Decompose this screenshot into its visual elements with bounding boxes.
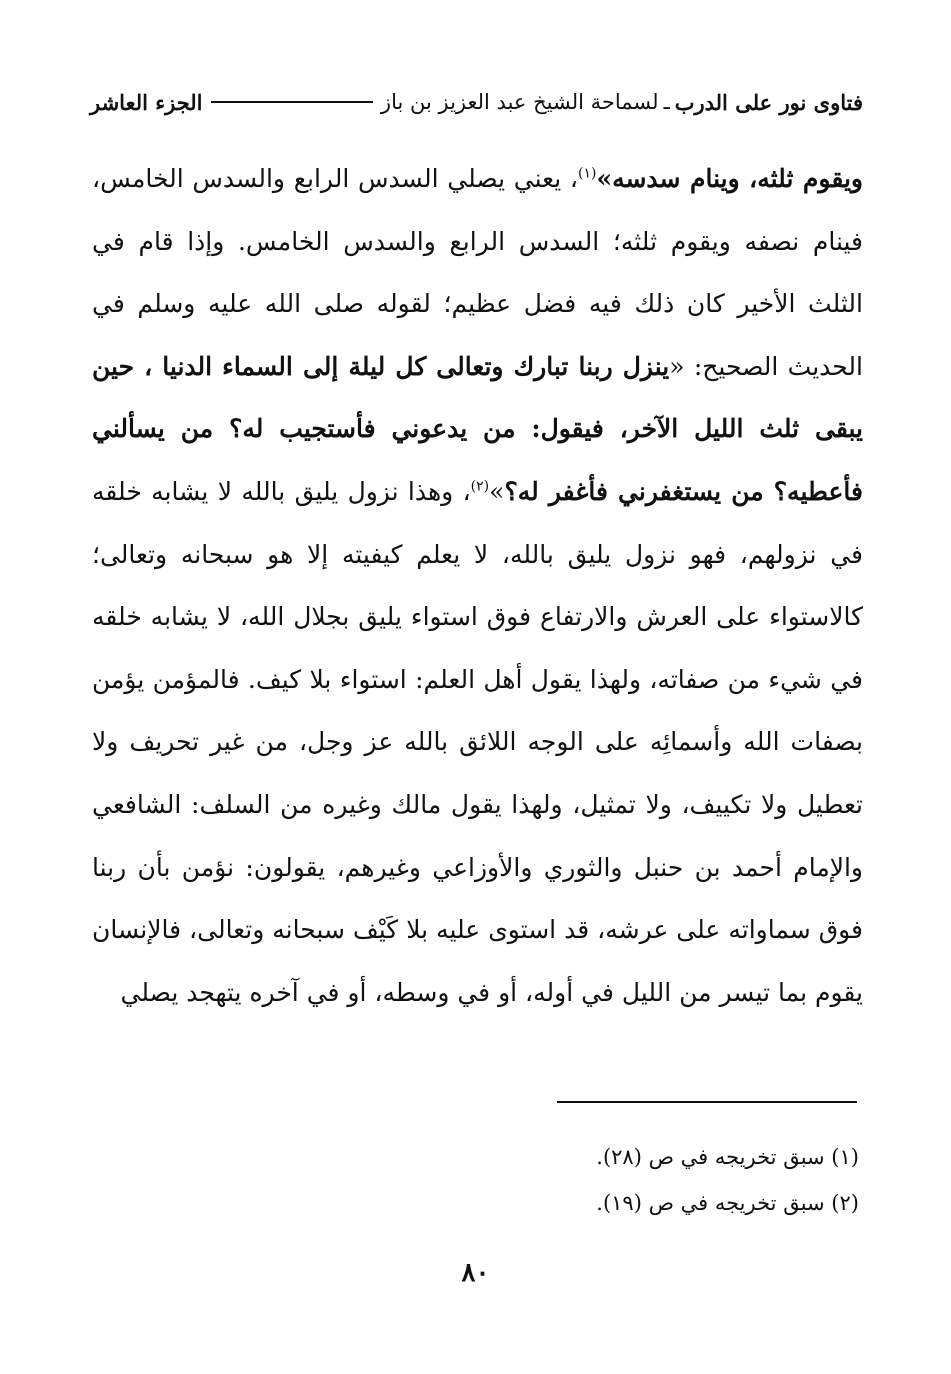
footnotes bbox=[300, 1134, 859, 1226]
commentary-text: ، يعني يصلي السدس الرابع والسدس الخامس، فينام نصفه ويقوم ثلثه؛ السدس الرابع والسدس الخامس. وإذا قام في الثلث الأخير كان ذلك فيه فضل عظيم؛ لقوله صلى الله عليه وسلم في الحديث الصحيح: « bbox=[92, 164, 863, 381]
footnote-separator bbox=[557, 1101, 857, 1103]
hadith-quote: ينزل ربنا تبارك وتعالى كل ليلة إلى السماء الدنيا ، حين يبقى ثلث الليل الآخر، فيقول: من يدعوني فأستجيب له؟ من يسألني فأعطيه؟ من يستغفرني فأغفر له؟ bbox=[92, 351, 863, 506]
fatwa-body-text bbox=[92, 148, 863, 1024]
header-rule bbox=[211, 101, 373, 103]
hadith-ending: ويقوم ثلثه، وينام سدسه» bbox=[596, 164, 863, 193]
footnote-ref-1: (١) bbox=[577, 165, 597, 182]
header-author: لسماحة الشيخ عبد العزيز بن باز bbox=[380, 90, 659, 114]
quote-close: » bbox=[489, 476, 505, 506]
explanation-text: ، وهذا نزول يليق بالله لا يشابه خلقه في نزولهم، فهو نزول يليق بالله، لا يعلم كيفيته إلا هو سبحانه وتعالى؛ كالاستواء على العرش والارتفاع فوق استواء يليق بجلال الله، لا يشابه خلقه في شيء من صفاته، ولهذا يقول أهل العلم: استواء بلا كيف. فالمؤمن يؤمن بصفات الله وأسمائِه على الوجه اللائق بالله عز وجل، من غير تحريف ولا تعطيل ولا تكييف، ولا تمثيل، ولهذا يقول مالك وغيره من السلف: الشافعي والإمام أحمد بن حنبل والثوري والأوزاعي وغيرهم، يقولون: نؤمن بأن ربنا فوق سماواته على عرشه، قد استوى عليه بلا كَيْف سبحانه وتعالى، فالإنسان يقوم بما تيسر من الليل في أوله، أو في وسطه، أو في آخره يتهجد يصلي bbox=[92, 476, 863, 1007]
header-book-title: فتاوى نور على الدرب bbox=[674, 89, 863, 115]
header-separator: ـ bbox=[663, 90, 670, 114]
footnote: (١) سبق تخريجه في ص (٢٨). bbox=[596, 1145, 859, 1169]
footnote-ref-2: (٢) bbox=[470, 478, 490, 495]
header-volume: الجزء العاشر bbox=[90, 89, 203, 115]
running-header bbox=[90, 84, 863, 120]
footnote: (٢) سبق تخريجه في ص (١٩). bbox=[596, 1191, 859, 1215]
page-number: ٨٠ bbox=[461, 1258, 490, 1288]
